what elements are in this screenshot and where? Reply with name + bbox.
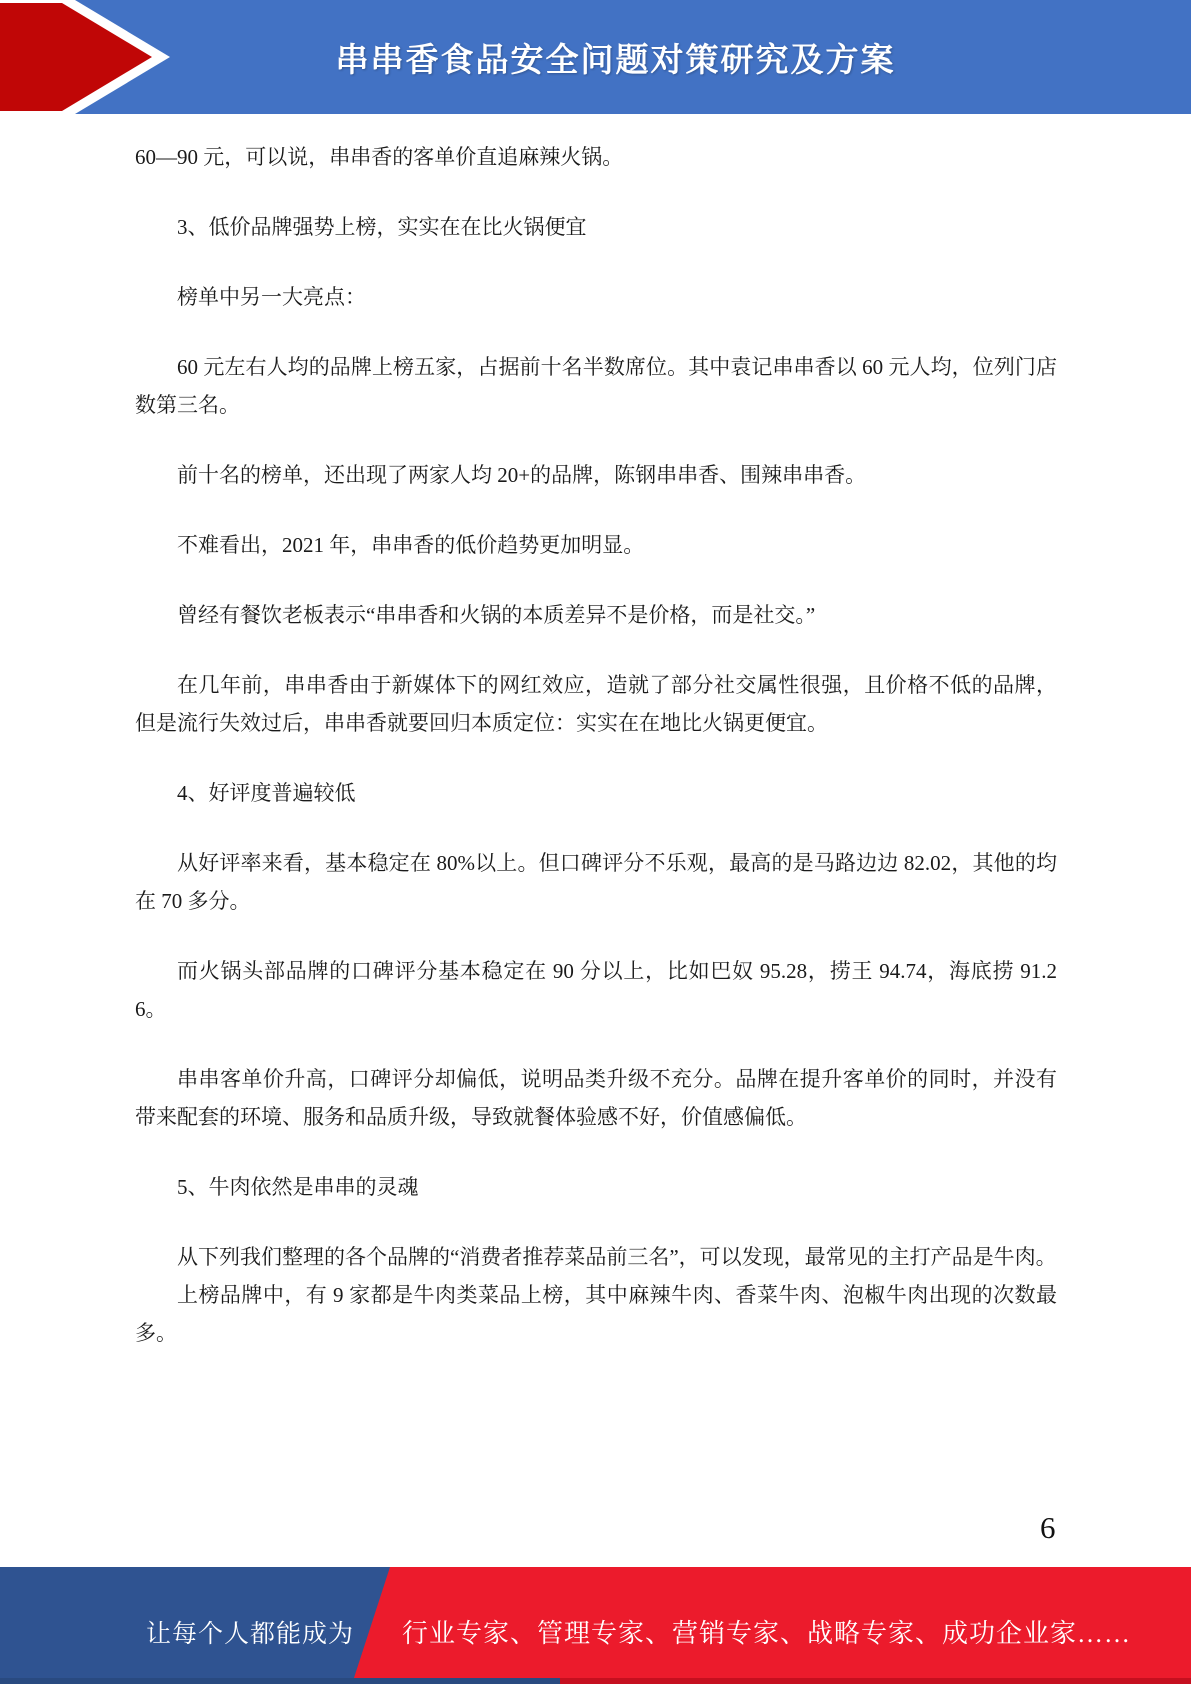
- paragraph: 而火锅头部品牌的口碑评分基本稳定在 90 分以上，比如巴奴 95.28，捞王 94.74，海底捞 91.26。: [135, 959, 1057, 1021]
- paragraph: 不难看出，2021 年，串串香的低价趋势更加明显。: [177, 533, 645, 557]
- paragraph: 从下列我们整理的各个品牌的“消费者推荐菜品前三名”，可以发现，最常见的主打产品是牛肉。: [177, 1245, 1057, 1269]
- paragraph: 上榜品牌中，有 9 家都是牛肉类菜品上榜，其中麻辣牛肉、香菜牛肉、泡椒牛肉出现的次数最多。: [135, 1283, 1057, 1345]
- paragraph: 前十名的榜单，还出现了两家人均 20+的品牌，陈钢串串香、围辣串串香。: [177, 463, 867, 487]
- header-band: [0, 0, 1191, 114]
- footer-slogan: 让每个人都能成为: [146, 1621, 355, 1648]
- paragraph: 60 元左右人均的品牌上榜五家，占据前十名半数席位。其中袁记串串香以 60 元人均，位列门店数第三名。: [135, 355, 1057, 417]
- paragraph: 串串客单价升高，口碑评分却偏低，说明品类升级不充分。品牌在提升客单价的同时，并没有带来配套的环境、服务和品质升级，导致就餐体验感不好，价值感偏低。: [135, 1067, 1057, 1129]
- paragraph: 在几年前，串串香由于新媒体下的网红效应，造就了部分社交属性很强，且价格不低的品牌，但是流行失效过后，串串香就要回归本质定位：实实在在地比火锅更便宜。: [135, 673, 1057, 735]
- footer-bottom-strip-red: [560, 1678, 1191, 1684]
- footer-bottom-strip-blue: [0, 1678, 560, 1684]
- paragraph: 从好评率来看，基本稳定在 80%以上。但口碑评分不乐观，最高的是马路边边 82.02，其他的均在 70 多分。: [135, 851, 1057, 913]
- page-title: 串串香食品安全问题对策研究及方案: [335, 40, 896, 78]
- paragraph-heading: 5、牛肉依然是串串的灵魂: [177, 1175, 419, 1199]
- footer-expert-list: 行业专家、管理专家、营销专家、战略专家、成功企业家……: [402, 1619, 1132, 1648]
- paragraph: 60—90 元，可以说，串串香的客单价直追麻辣火锅。: [135, 145, 624, 169]
- paragraph-heading: 3、低价品牌强势上榜，实实在在比火锅便宜: [177, 215, 587, 239]
- paragraph-heading: 4、好评度普遍较低: [177, 781, 356, 805]
- footer-band: [0, 1567, 1191, 1684]
- paragraph: 曾经有餐饮老板表示“串串香和火锅的本质差异不是价格，而是社交。”: [177, 603, 816, 627]
- document-body: [135, 138, 1057, 1384]
- paragraph: 榜单中另一大亮点：: [177, 285, 366, 309]
- page-number: 6: [1040, 1510, 1056, 1545]
